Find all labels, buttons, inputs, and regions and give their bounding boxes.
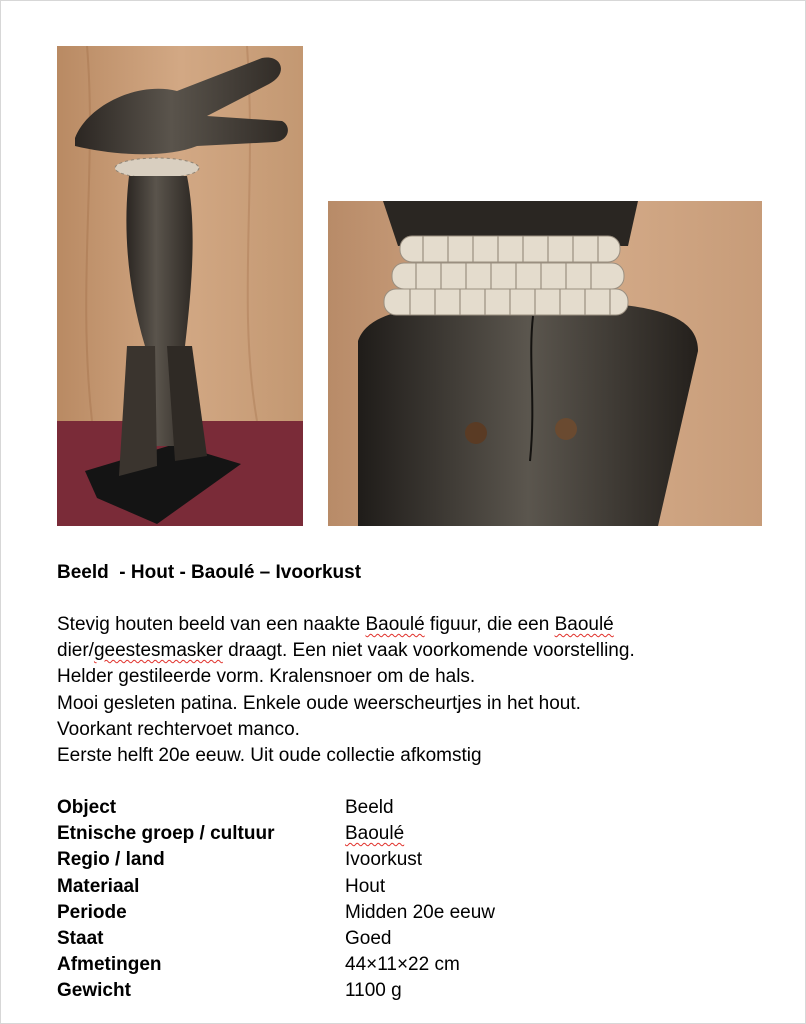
description-line: Voorkant rechtervoet manco. [57, 718, 300, 740]
property-label: Periode [57, 901, 127, 923]
description-line: dier/geestesmasker draagt. Een niet vaak voorkomende voorstelling. [57, 640, 635, 662]
property-value: Baoulé [345, 823, 405, 845]
property-row [57, 821, 495, 847]
property-label: Afmetingen [57, 954, 162, 976]
description-line: Stevig houten beeld van een naakte Baoulé figuur, die een Baoulé [57, 614, 614, 635]
property-label: Staat [57, 927, 104, 949]
spellcheck-word: geestesmasker [93, 640, 223, 662]
property-value: Goed [345, 927, 392, 949]
property-label: Gewicht [57, 980, 131, 1002]
property-row [57, 874, 495, 900]
property-label: Regio / land [57, 849, 165, 871]
object-title: Beeld - Hout - Baoulé – Ivoorkust [57, 562, 362, 583]
property-row [57, 978, 495, 1004]
description-line: Eerste helft 20e eeuw. Uit oude collectie afkomstig [57, 745, 482, 767]
property-value: Beeld [345, 797, 394, 818]
description-line: Helder gestileerde vorm. Kralensnoer om de hals. [57, 666, 476, 688]
object-description [57, 612, 757, 769]
property-label: Object [57, 797, 117, 818]
property-label: Materiaal [57, 875, 140, 897]
property-value: 1100 g [345, 980, 402, 1002]
property-row [57, 926, 495, 952]
property-value: Ivoorkust [345, 849, 423, 871]
property-row [57, 847, 495, 873]
property-row [57, 900, 495, 926]
property-label: Etnische groep / cultuur [57, 823, 275, 845]
properties-table [57, 795, 495, 1005]
figure-photo [57, 46, 303, 526]
spellcheck-word: Baoulé [554, 614, 614, 635]
property-value: Midden 20e eeuw [345, 901, 495, 923]
necklace-detail-photo [328, 201, 762, 526]
description-line: Mooi gesleten patina. Enkele oude weerscheurtjes in het hout. [57, 692, 581, 714]
property-value: Hout [345, 875, 386, 897]
property-row [57, 795, 495, 821]
spellcheck-word: Baoulé [365, 614, 425, 635]
property-row [57, 952, 495, 978]
property-value: 44×11×22 cm [345, 954, 460, 976]
